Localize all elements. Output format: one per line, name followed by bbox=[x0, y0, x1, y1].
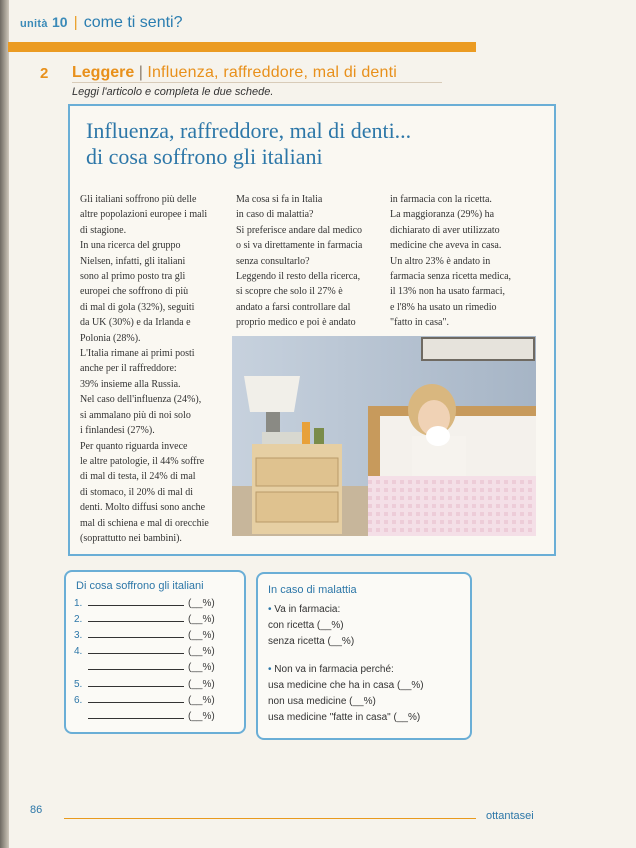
text-line: Per quanto riguarda invece bbox=[80, 440, 188, 452]
text-line: Si preferisce andare dal medico bbox=[236, 224, 363, 236]
blank-line[interactable] bbox=[88, 712, 184, 719]
text-line: sono al primo posto tra gli bbox=[80, 271, 186, 283]
percent-blank[interactable]: (__%) bbox=[188, 679, 215, 690]
text-line: senza consultarlo? bbox=[236, 255, 310, 267]
text-line: di mal di testa, il 24% di mal bbox=[80, 471, 196, 483]
text-line: Nielsen, infatti, gli italiani bbox=[80, 255, 186, 267]
article-column-2 bbox=[236, 192, 378, 331]
blank-line[interactable] bbox=[88, 680, 184, 687]
percent-blank[interactable]: (__%) bbox=[188, 695, 215, 706]
text-line: Leggendo il resto della ricerca, bbox=[236, 271, 361, 283]
section-title-separator: | bbox=[138, 64, 143, 81]
blank-line[interactable] bbox=[88, 647, 184, 654]
text-line: si ammalano più di noi solo bbox=[80, 409, 191, 421]
text-line: in caso di malattia? bbox=[236, 209, 314, 221]
text-line: Polonia (28%). bbox=[80, 332, 141, 344]
text-line: Un altro 23% è andato in bbox=[390, 255, 491, 267]
header-bar bbox=[8, 42, 476, 52]
section-instruction: Leggi l'articolo e completa le due schede. bbox=[72, 86, 274, 98]
fill-row[interactable] bbox=[74, 695, 215, 706]
text-line: e l'8% ha usato un rimedio bbox=[390, 301, 497, 313]
group-title-text: Non va in farmacia perché: bbox=[274, 664, 394, 675]
fill-row[interactable] bbox=[74, 679, 215, 690]
text-line: "fatto in casa". bbox=[390, 317, 449, 329]
section-number: 2 bbox=[40, 65, 49, 82]
percent-blank[interactable]: (__%) bbox=[188, 662, 215, 673]
text-line: o si va direttamente in farmacia bbox=[236, 240, 363, 252]
section-title bbox=[72, 64, 397, 82]
article-column-1 bbox=[80, 192, 228, 546]
unit-title: come ti senti? bbox=[83, 14, 183, 31]
unit-header bbox=[20, 14, 183, 32]
blank-line[interactable] bbox=[88, 696, 184, 703]
text-line: medicine che aveva in casa. bbox=[390, 240, 502, 252]
text-line: di mal di gola (32%), seguiti bbox=[80, 301, 195, 313]
footer-divider bbox=[64, 818, 476, 819]
scheda-disturbi-title: Di cosa soffrono gli italiani bbox=[76, 580, 204, 592]
fill-row[interactable] bbox=[74, 646, 215, 657]
text-line: La maggioranza (29%) ha bbox=[390, 209, 495, 221]
blank-line[interactable] bbox=[88, 631, 184, 638]
header-separator: | bbox=[73, 14, 78, 31]
row-number: 3. bbox=[74, 630, 83, 641]
blank-line[interactable] bbox=[88, 599, 184, 606]
non-usa-medicine-line[interactable]: non usa medicine (__%) bbox=[268, 696, 376, 707]
section-title-sub: Influenza, raffreddore, mal di denti bbox=[147, 64, 398, 81]
row-number: 6. bbox=[74, 695, 83, 706]
percent-blank[interactable]: (__%) bbox=[188, 711, 215, 722]
text-line: denti. Molto diffusi sono anche bbox=[80, 502, 206, 514]
text-line: da UK (30%) e da Irlanda e bbox=[80, 317, 191, 329]
page-number: 86 bbox=[30, 804, 43, 816]
text-line: 39% insieme alla Russia. bbox=[80, 378, 181, 390]
blank-line[interactable] bbox=[88, 663, 184, 670]
row-number: 1. bbox=[74, 598, 83, 609]
senza-ricetta-line[interactable]: senza ricetta (__%) bbox=[268, 636, 355, 647]
scheda-malattia-title: In caso di malattia bbox=[268, 584, 357, 596]
blank-line[interactable] bbox=[88, 615, 184, 622]
unit-number: 10 bbox=[51, 14, 68, 30]
group-va-in-farmacia-title bbox=[268, 604, 340, 615]
fill-row[interactable] bbox=[74, 711, 215, 722]
text-line: di stagione. bbox=[80, 224, 127, 236]
fill-row[interactable] bbox=[74, 614, 215, 625]
group-title-text: Va in farmacia: bbox=[274, 604, 341, 615]
text-line: andato a farsi controllare dal bbox=[236, 301, 351, 313]
text-line: in farmacia con la ricetta. bbox=[390, 194, 492, 205]
text-line: Ma cosa si fa in Italia bbox=[236, 194, 323, 205]
fill-row[interactable] bbox=[74, 630, 215, 641]
con-ricetta-line[interactable]: con ricetta (__%) bbox=[268, 620, 344, 631]
text-line: il 13% non ha usato farmaci, bbox=[390, 286, 505, 298]
text-line: i finlandesi (27%). bbox=[80, 425, 155, 437]
text-line: proprio medico e poi è andato bbox=[236, 317, 356, 329]
percent-blank[interactable]: (__%) bbox=[188, 646, 215, 657]
article-photo-sick-woman bbox=[232, 336, 536, 536]
article-column-3 bbox=[390, 192, 536, 331]
percent-blank[interactable]: (__%) bbox=[188, 614, 215, 625]
page-binding-edge bbox=[0, 0, 9, 848]
photo-illustration bbox=[232, 336, 536, 536]
text-line: farmacia senza ricetta medica, bbox=[390, 271, 512, 283]
text-line: le altre patologie, il 44% soffre bbox=[80, 455, 205, 467]
row-number: 4. bbox=[74, 646, 83, 657]
medicine-fatte-in-casa-line[interactable]: usa medicine "fatte in casa" (__%) bbox=[268, 712, 421, 723]
bullet: • bbox=[268, 664, 272, 675]
text-line: (soprattutto nei bambini). bbox=[80, 532, 182, 544]
text-line: In una ricerca del gruppo bbox=[80, 240, 181, 252]
text-line: mal di schiena e mal di orecchie bbox=[80, 517, 209, 529]
fill-row[interactable] bbox=[74, 598, 215, 609]
percent-blank[interactable]: (__%) bbox=[188, 630, 215, 641]
fill-row[interactable] bbox=[74, 662, 215, 673]
section-title-main: Leggere bbox=[72, 64, 135, 81]
medicine-in-casa-line[interactable]: usa medicine che ha in casa (__%) bbox=[268, 680, 424, 691]
article-title-line-1: Influenza, raffreddore, mal di denti... bbox=[86, 118, 412, 143]
row-number: 2. bbox=[74, 614, 83, 625]
text-line: si scopre che solo il 27% è bbox=[236, 286, 343, 298]
text-line: europei che soffrono di più bbox=[80, 286, 189, 298]
text-line: L'Italia rimane ai primi posti bbox=[80, 348, 195, 360]
text-line: dichiarato di aver utilizzato bbox=[390, 224, 500, 236]
unit-label: unità bbox=[20, 18, 48, 30]
row-number: 5. bbox=[74, 679, 83, 690]
article-title-line-2: di cosa soffrono gli italiani bbox=[86, 144, 323, 169]
bullet: • bbox=[268, 604, 272, 615]
section-divider bbox=[72, 82, 442, 83]
group-non-va-in-farmacia-title bbox=[268, 664, 394, 675]
percent-blank[interactable]: (__%) bbox=[188, 598, 215, 609]
text-line: di stomaco, il 20% di mal di bbox=[80, 486, 194, 498]
article-title bbox=[86, 118, 411, 170]
text-line: altre popolazioni europee i mali bbox=[80, 209, 208, 221]
page-number-word: ottantasei bbox=[486, 810, 534, 822]
text-line: Gli italiani soffrono più delle bbox=[80, 194, 197, 205]
text-line: anche per il raffreddore: bbox=[80, 363, 177, 375]
text-line: Nel caso dell'influenza (24%), bbox=[80, 394, 202, 406]
